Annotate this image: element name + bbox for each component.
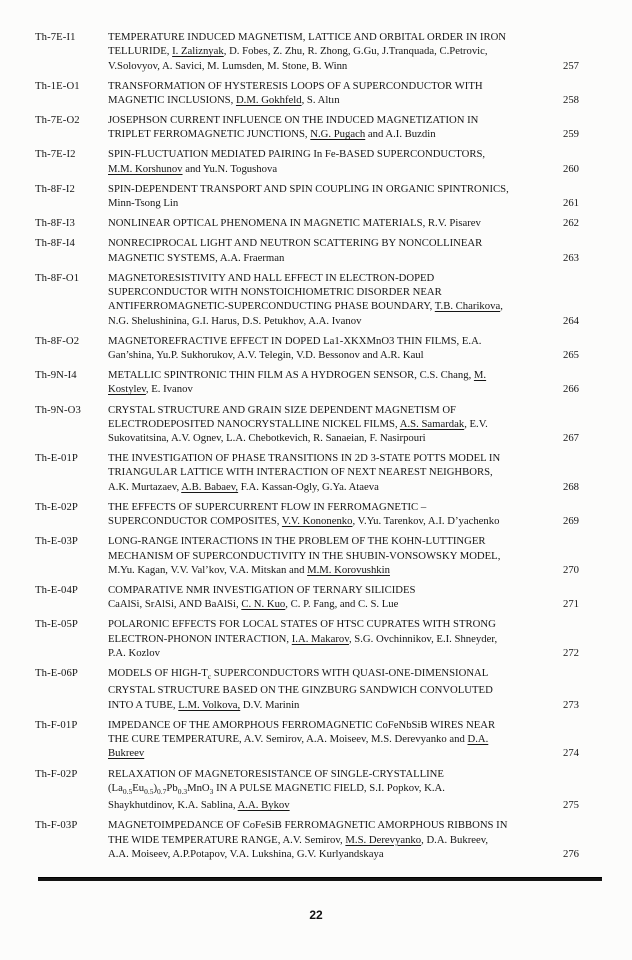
presenting-author: I.A. Makarov	[291, 632, 349, 645]
entry-segment: TELLURIDE,	[108, 45, 173, 58]
entry-line	[108, 666, 535, 683]
entry-segment: ANTIFERROMAGNETIC-SUPERCONDUCTING PHASE BOUNDARY,	[108, 300, 435, 313]
entry-segment: , E. Ivanov	[145, 383, 193, 396]
entry-line	[108, 314, 535, 328]
entry-segment: F.A. Kassan-Ogly, G.Ya. Ataeva	[238, 480, 379, 493]
entry-line	[108, 583, 535, 597]
entry-line	[108, 348, 535, 362]
presenting-author: Bukreev	[108, 747, 145, 760]
session-code: Th-8F-I2	[35, 182, 75, 195]
entry-segment: SUPERCONDUCTORS WITH QUASI-ONE-DIMENSIONAL	[211, 667, 489, 680]
entry-segment: COMPARATIVE NMR INVESTIGATION OF TERNARY SILICIDES	[108, 583, 416, 596]
entry-segment: RELAXATION OF MAGNETORESISTANCE OF SINGLE-CRYSTALLINE	[108, 767, 444, 780]
toc-entry	[35, 818, 579, 861]
toc-entry	[35, 403, 579, 446]
presenting-author: I. Zaliznyak	[172, 45, 224, 58]
entry-text	[108, 451, 535, 494]
session-code: Th-E-04P	[35, 583, 78, 596]
entry-line	[108, 196, 535, 210]
entry-segment: INTO A TUBE,	[108, 698, 179, 711]
entry-line	[108, 767, 535, 781]
page-number: 22	[309, 908, 323, 922]
entry-segment: V.Solovyov, A. Savici, M. Lumsden, M. Stone, B. Winn	[108, 59, 348, 72]
page-ref: 270	[562, 563, 579, 576]
entry-line	[108, 746, 535, 760]
entry-segment: LONG-RANGE INTERACTIONS IN THE PROBLEM OF THE KOHN-LUTTINGER	[108, 535, 486, 548]
entry-segment: A.K. Murtazaev,	[108, 480, 182, 493]
entry-line	[108, 563, 535, 577]
page-ref: 273	[562, 698, 579, 711]
session-code: Th-F-02P	[35, 767, 78, 780]
entry-line	[108, 162, 535, 176]
entry-segment: MAGNETOIMPEDANCE OF CoFeSiB FERROMAGNETIC AMORPHOUS RIBBONS IN	[108, 819, 508, 832]
entry-segment: MAGNETIC INCLUSIONS,	[108, 93, 236, 106]
page-ref: 271	[562, 598, 579, 611]
toc-entry	[35, 30, 579, 73]
entry-line	[108, 431, 535, 445]
entry-segment: THE CURE TEMPERATURE, A.V. Semirov, A.A. Moiseev, M.S. Derevyanko and	[108, 733, 468, 746]
entry-line	[108, 683, 535, 697]
entry-line	[108, 646, 535, 660]
entry-text	[108, 500, 535, 529]
subscript: 3	[209, 786, 214, 796]
entry-segment: TRIANGULAR LATTICE WITH INTERACTION OF NEXT NEAREST NEIGHBORS,	[108, 466, 493, 479]
entry-line	[108, 534, 535, 548]
entry-segment: SPIN-FLUCTUATION MEDIATED PAIRING In Fe-BASED SUPERCONDUCTORS,	[108, 148, 486, 161]
entry-segment: CRYSTAL STRUCTURE AND GRAIN SIZE DEPENDENT MAGNETISM OF	[108, 403, 456, 416]
entry-line	[108, 500, 535, 514]
entry-text	[108, 334, 535, 363]
page-ref: 272	[562, 646, 579, 659]
page-ref: 268	[562, 480, 579, 493]
entry-text	[108, 403, 535, 446]
entry-line	[108, 299, 535, 313]
entry-text	[108, 767, 535, 813]
entry-text	[108, 113, 535, 142]
entry-text	[108, 147, 535, 176]
presenting-author: N.G. Pugach	[310, 128, 366, 141]
presenting-author: D.A.	[467, 733, 489, 746]
presenting-author: T.B. Charikova	[434, 300, 501, 313]
toc-entry	[35, 334, 579, 363]
page-ref: 265	[562, 349, 579, 362]
entry-line	[108, 417, 535, 431]
session-code: Th-E-02P	[35, 500, 78, 513]
entry-segment: ELECTRON-PHONON INTERACTION,	[108, 632, 292, 645]
presenting-author: A.B. Babaev,	[181, 480, 239, 493]
entry-text	[108, 236, 535, 265]
entry-segment: SPIN-DEPENDENT TRANSPORT AND SPIN COUPLING IN ORGANIC SPINTRONICS,	[108, 182, 509, 195]
entry-line	[108, 549, 535, 563]
session-code: Th-7E-O2	[35, 114, 80, 127]
entry-segment: , D.A. Bukreev,	[421, 833, 489, 846]
page-ref: 266	[562, 383, 579, 396]
subscript: 0.3	[177, 786, 188, 796]
session-code: Th-E-03P	[35, 535, 78, 548]
entry-text	[108, 30, 535, 73]
presenting-author: M.S. Derevyanko	[345, 833, 422, 846]
entry-line	[108, 44, 535, 58]
subscript: 0.7	[157, 786, 167, 796]
entry-segment: IMPEDANCE OF THE AMORPHOUS FERROMAGNETIC CoFeNbSiB WIRES NEAR	[108, 718, 496, 731]
entry-text	[108, 182, 535, 211]
presenting-author: D.M. Gokhfeld	[235, 93, 302, 106]
entry-line	[108, 818, 535, 832]
subscript: c	[207, 672, 212, 682]
entry-text	[108, 79, 535, 108]
presenting-author: M.M. Korovushkin	[307, 563, 390, 576]
page-ref: 275	[562, 799, 579, 812]
entry-line	[108, 617, 535, 631]
toc-entry	[35, 617, 579, 660]
page-ref: 261	[562, 197, 579, 210]
page-ref: 276	[562, 847, 579, 860]
entry-text	[108, 617, 535, 660]
presenting-author: M.	[473, 369, 487, 382]
entry-line	[108, 113, 535, 127]
entry-line	[108, 182, 535, 196]
page-ref: 264	[562, 314, 579, 327]
entry-segment: TRANSFORMATION OF HYSTERESIS LOOPS OF A SUPERCONDUCTOR WITH	[108, 79, 483, 92]
entry-line	[108, 93, 535, 107]
entry-segment: MAGNETOREFRACTIVE EFFECT IN DOPED La1-XKXMnO3 THIN FILMS, E.A.	[108, 334, 482, 347]
entry-line	[108, 480, 535, 494]
toc-entry	[35, 534, 579, 577]
entry-segment: Shaykhutdinov, K.A. Sablina,	[108, 799, 238, 812]
entry-line	[108, 79, 535, 93]
entry-segment: ELECTRODEPOSITED NANOCRYSTALLINE NICKEL FILMS,	[108, 417, 400, 430]
session-code: Th-8F-I4	[35, 237, 75, 250]
entry-segment: A.A. Moiseev, A.P.Potapov, V.A. Lukshina, G.V. Kurlyandskaya	[108, 847, 384, 860]
presenting-author: C. N. Kuo	[241, 598, 286, 611]
page-ref: 274	[562, 747, 579, 760]
entry-segment: CaAlSi, SrAlSi, AND BaAlSi,	[108, 598, 242, 611]
entry-text	[108, 368, 535, 397]
entry-line	[108, 216, 535, 230]
toc-entry	[35, 767, 579, 813]
entry-line	[108, 632, 535, 646]
page-ref: 258	[562, 93, 579, 106]
entry-segment: , V.Yu. Tarenkov, A.I. D’yachenko	[352, 515, 500, 528]
entry-line	[108, 597, 535, 611]
entry-segment: THE WIDE TEMPERATURE RANGE, A.V. Semirov,	[108, 833, 346, 846]
entry-text	[108, 666, 535, 712]
entry-line	[108, 781, 535, 798]
page-ref: 257	[562, 59, 579, 72]
page-ref: 260	[562, 162, 579, 175]
entry-text	[108, 818, 535, 861]
entry-segment: SUPERCONDUCTOR WITH NONSTOICHIOMETRIC DISORDER NEAR	[108, 286, 442, 299]
entry-line	[108, 451, 535, 465]
entry-segment: TRIPLET FERROMAGNETIC JUNCTIONS,	[108, 128, 311, 141]
entry-line	[108, 382, 535, 396]
toc-entry	[35, 216, 579, 230]
footer-divider	[38, 877, 602, 881]
entry-line	[108, 147, 535, 161]
entry-line	[108, 368, 535, 382]
entry-text	[108, 216, 535, 230]
session-code: Th-7E-I2	[35, 148, 76, 161]
entry-segment: MAGNETIC SYSTEMS, A.A. Fraerman	[108, 251, 285, 264]
toc-entry	[35, 182, 579, 211]
entry-line	[108, 698, 535, 712]
entry-segment: NONLINEAR OPTICAL PHENOMENA IN MAGNETIC MATERIALS, R.V. Pisarev	[108, 217, 481, 230]
toc-entry	[35, 368, 579, 397]
entry-segment: POLARONIC EFFECTS FOR LOCAL STATES OF HTSC CUPRATES WITH STRONG	[108, 618, 496, 631]
presenting-author: L.M. Volkova,	[178, 698, 241, 711]
entry-segment: )	[153, 781, 158, 794]
entry-segment: , E.V.	[464, 417, 488, 430]
subscript: 0.5	[144, 786, 154, 796]
entry-segment: TEMPERATURE INDUCED MAGNETISM, LATTICE AND ORBITAL ORDER IN IRON	[108, 31, 507, 43]
session-code: Th-F-03P	[35, 819, 78, 832]
entry-segment: and A.I. Buzdin	[365, 128, 436, 141]
session-code: Th-F-01P	[35, 718, 78, 731]
entry-line	[108, 285, 535, 299]
entry-line	[108, 251, 535, 265]
toc-list	[35, 30, 579, 867]
entry-line	[108, 718, 535, 732]
entry-text	[108, 534, 535, 577]
toc-entry	[35, 666, 579, 712]
entry-segment: ,	[500, 300, 503, 313]
session-code: Th-9N-O3	[35, 403, 81, 416]
session-code: Th-1E-O1	[35, 79, 80, 92]
toc-entry	[35, 718, 579, 761]
entry-segment: (La	[108, 781, 123, 794]
entry-segment: METALLIC SPINTRONIC THIN FILM AS A HYDROGEN SENSOR, C.S. Chang,	[108, 369, 474, 382]
entry-segment: IN A PULSE MAGNETIC FIELD, S.I. Popkov, K.A.	[213, 781, 445, 794]
entry-line	[108, 334, 535, 348]
entry-segment: , D. Fobes, Z. Zhu, R. Zhong, G.Gu, J.Tranquada, C.Petrovic,	[223, 45, 488, 58]
entry-segment: , C. P. Fang, and C. S. Lue	[285, 598, 399, 611]
toc-entry	[35, 113, 579, 142]
session-code: Th-E-01P	[35, 452, 78, 465]
toc-entry	[35, 271, 579, 328]
toc-entry	[35, 79, 579, 108]
entry-segment: Sukovatitsina, A.V. Ognev, L.A. Chebotkevich, R. Sanaeian, F. Nasirpouri	[108, 432, 426, 445]
session-code: Th-E-05P	[35, 618, 78, 631]
entry-segment: and Yu.N. Togushova	[182, 162, 278, 175]
page-ref: 263	[562, 251, 579, 264]
entry-segment: Gan’shina, Yu.P. Sukhorukov, A.V. Telegin, V.D. Bessonov and A.R. Kaul	[108, 349, 424, 362]
entry-line	[108, 833, 535, 847]
entry-segment: , S. Altın	[301, 93, 340, 106]
entry-segment: MODELS OF HIGH-T	[108, 667, 208, 680]
toc-entry	[35, 451, 579, 494]
entry-segment: P.A. Kozlov	[108, 646, 160, 659]
entry-segment: JOSEPHSON CURRENT INFLUENCE ON THE INDUCED MAGNETIZATION IN	[108, 114, 479, 127]
entry-segment: N.G. Shelushinina, G.I. Harus, D.S. Petukhov, A.A. Ivanov	[108, 314, 362, 327]
page-ref: 267	[562, 432, 579, 445]
session-code: Th-9N-I4	[35, 369, 77, 382]
entry-line	[108, 847, 535, 861]
entry-text	[108, 718, 535, 761]
entry-segment: MAGNETORESISTIVITY AND HALL EFFECT IN ELECTRON-DOPED	[108, 271, 435, 284]
entry-segment: M.Yu. Kagan, V.V. Val’kov, V.A. Mitskan and	[108, 563, 308, 576]
toc-entry	[35, 500, 579, 529]
presenting-author: V.V. Kononenko	[281, 515, 353, 528]
entry-line	[108, 403, 535, 417]
entry-segment: Minn-Tsong Lin	[108, 197, 179, 210]
page-ref: 269	[562, 515, 579, 528]
entry-segment: MnO	[187, 781, 210, 794]
entry-line	[108, 127, 535, 141]
entry-segment: Pb	[166, 781, 178, 794]
session-code: Th-7E-I1	[35, 31, 76, 43]
entry-segment: D.V. Marinin	[240, 698, 300, 711]
entry-line	[108, 732, 535, 746]
entry-line	[108, 30, 535, 44]
toc-entry	[35, 236, 579, 265]
entry-line	[108, 514, 535, 528]
entry-line	[108, 236, 535, 250]
entry-text	[108, 271, 535, 328]
page-ref: 259	[562, 128, 579, 141]
subscript: 0.5	[122, 786, 133, 796]
entry-segment: CRYSTAL STRUCTURE BASED ON THE GINZBURG SANDWICH CONVOLUTED	[108, 684, 493, 697]
session-code: Th-8F-O2	[35, 334, 80, 347]
presenting-author: A.S. Samardak	[399, 417, 465, 430]
session-code: Th-8F-O1	[35, 271, 80, 284]
page-ref: 262	[562, 217, 579, 230]
entry-text	[108, 583, 535, 612]
session-code: Th-8F-I3	[35, 217, 75, 230]
entry-segment: , S.G. Ovchinnikov, E.I. Shneyder,	[348, 632, 498, 645]
entry-line	[108, 465, 535, 479]
entry-segment: NONRECIPROCAL LIGHT AND NEUTRON SCATTERING BY NONCOLLINEAR	[108, 237, 483, 250]
presenting-author: M.M. Korshunov	[108, 162, 183, 175]
toc-entry	[35, 147, 579, 176]
entry-segment: MECHANISM OF SUPERCONDUCTIVITY IN THE SHUBIN-VONSOWSKY MODEL,	[108, 549, 501, 562]
entry-line	[108, 798, 535, 812]
toc-entry	[35, 583, 579, 612]
entry-segment: SUPERCONDUCTOR COMPOSITES,	[108, 515, 282, 528]
presenting-author: A.A. Bykov	[237, 799, 290, 812]
entry-segment: Eu	[132, 781, 145, 794]
entry-line	[108, 59, 535, 73]
session-code: Th-E-06P	[35, 667, 78, 680]
presenting-author: Kostylev	[108, 383, 146, 396]
entry-segment: THE EFFECTS OF SUPERCURRENT FLOW IN FERROMAGNETIC –	[108, 500, 427, 513]
entry-line	[108, 271, 535, 285]
entry-segment: THE INVESTIGATION OF PHASE TRANSITIONS IN 2D 3-STATE POTTS MODEL IN	[108, 452, 501, 465]
